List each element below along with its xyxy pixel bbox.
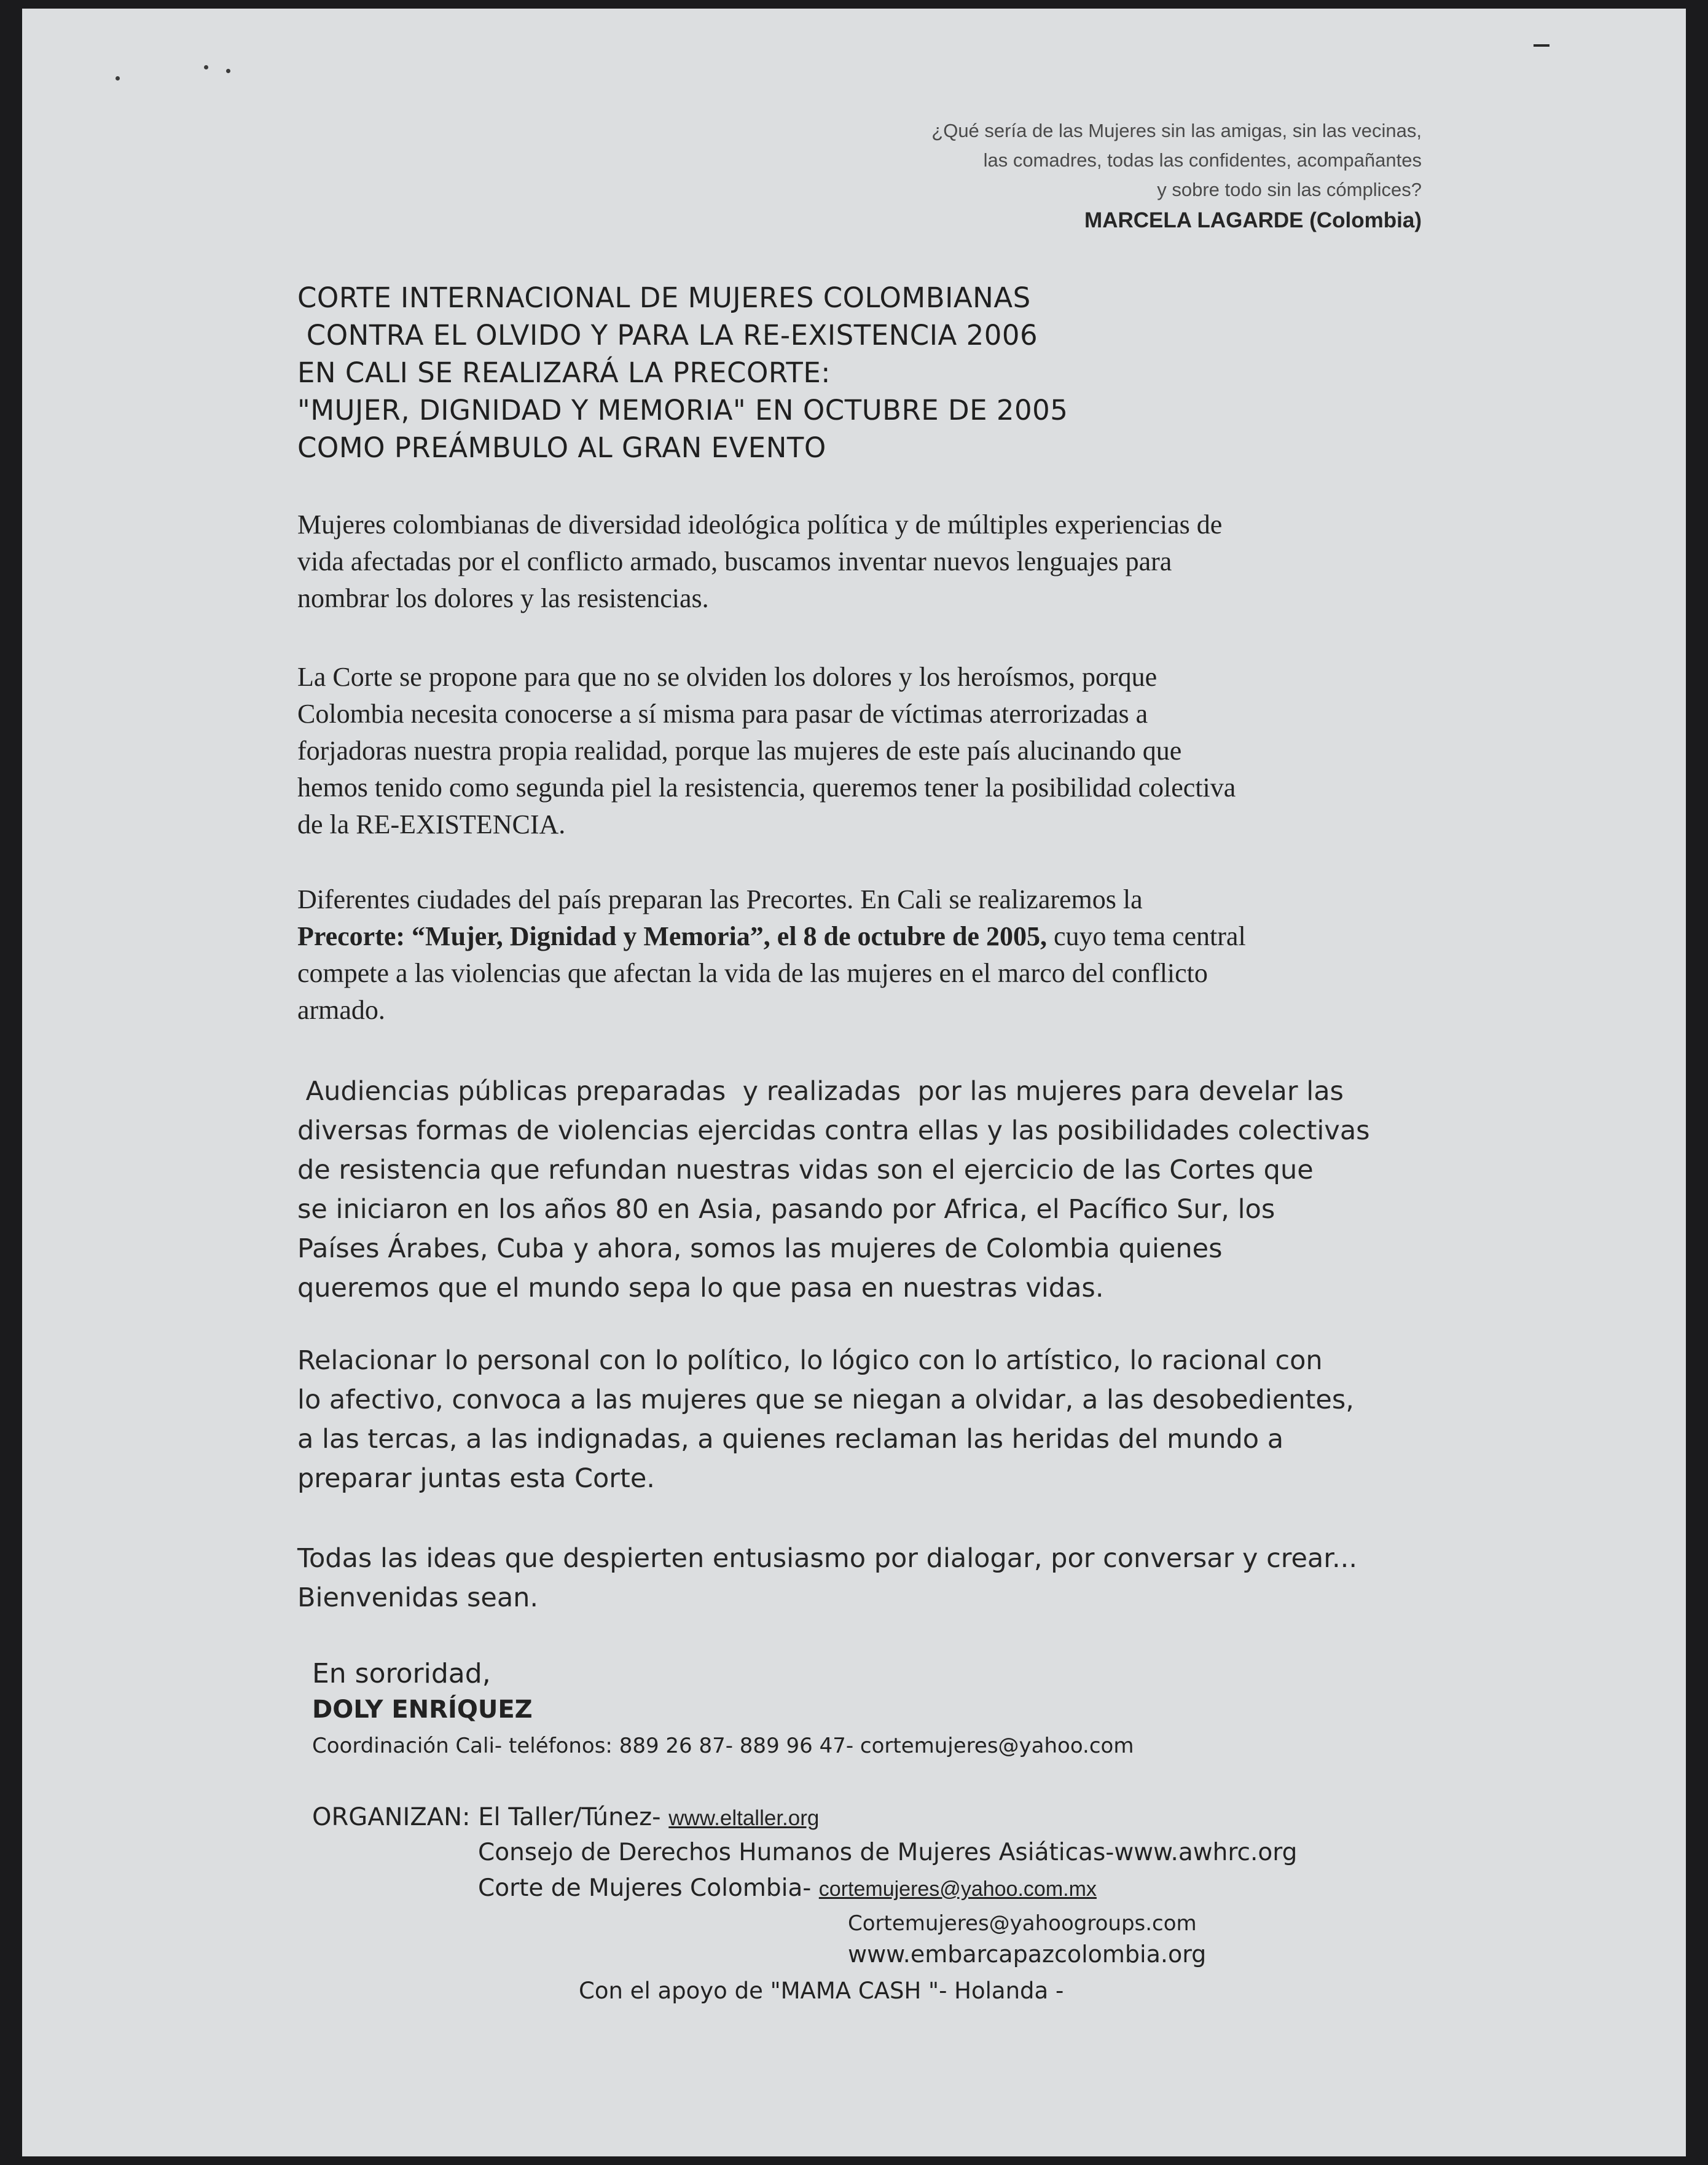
email-link[interactable]: cortemujeres@yahoo.com.mx (818, 1877, 1097, 1901)
paragraph-6 (297, 1539, 1459, 1617)
text-line: vida afectadas por el conflicto armado, buscamos inventar nuevos lenguajes para (297, 546, 1172, 576)
title-line: COMO PREÁMBULO AL GRAN EVENTO (297, 431, 826, 464)
text-line: preparar juntas esta Corte. (297, 1463, 655, 1494)
paragraph-1 (297, 506, 1459, 617)
text-run: cuyo tema central (1046, 921, 1246, 951)
speck (204, 65, 208, 69)
organizers-line (312, 1803, 819, 1831)
epigraph-author: MARCELA LAGARDE (Colombia) (1084, 208, 1422, 232)
signer-name: DOLY ENRÍQUEZ (312, 1695, 533, 1724)
eltaller-link[interactable]: www.eltaller.org (668, 1806, 820, 1830)
text-line (297, 918, 1459, 955)
text-line: lo afectivo, convoca a las mujeres que se niegan a olvidar, a las desobedientes, (297, 1385, 1354, 1415)
paragraph-5 (297, 1341, 1459, 1498)
support-line: Con el apoyo de "MAMA CASH "- Holanda - (579, 1978, 1064, 2004)
paragraph-3 (297, 881, 1459, 1029)
epigraph-line: ¿Qué sería de las Mujeres sin las amigas, sin las vecinas, (931, 120, 1422, 141)
title-line: CORTE INTERNACIONAL DE MUJERES COLOMBIANAS (297, 281, 1031, 314)
text-line: de la RE-EXISTENCIA. (297, 809, 566, 839)
signature-block (312, 1656, 1134, 1765)
text-line: Mujeres colombianas de diversidad ideológica política y de múltiples experiencias de (297, 509, 1223, 540)
organizers-label: ORGANIZAN: El Taller/Túnez- (312, 1803, 661, 1831)
text-line: Audiencias públicas preparadas y realizadas por las mujeres para develar las (297, 1076, 1344, 1107)
text-line: Bienvenidas sean. (297, 1582, 539, 1613)
contact-line: Coordinación Cali- teléfonos: 889 26 87- 889 96 47- cortemujeres@yahoo.com (312, 1734, 1134, 1758)
text-line: diversas formas de violencias ejercidas contra ellas y las posibilidades colectivas (297, 1115, 1370, 1146)
email-link[interactable]: Cortemujeres@yahoogroups.com (848, 1911, 1197, 1936)
text-line: nombrar los dolores y las resistencias. (297, 583, 709, 613)
epigraph-line: las comadres, todas las confidentes, acompañantes (983, 149, 1422, 171)
text-line: Relacionar lo personal con lo político, lo lógico con lo artístico, lo racional con (297, 1345, 1323, 1376)
text-line: compete a las violencias que afectan la vida de las mujeres en el marco del conflicto (297, 958, 1208, 988)
text-line: La Corte se propone para que no se olviden los dolores y los heroísmos, porque (297, 662, 1158, 692)
website-link[interactable]: www.embarcapazcolombia.org (848, 1941, 1207, 1968)
paragraph-2 (297, 659, 1459, 843)
speck (116, 76, 120, 81)
epigraph-line: y sobre todo sin las cómplices? (1157, 179, 1422, 200)
speck (226, 69, 230, 73)
organizer-corte-line (478, 1874, 1097, 1902)
title-line: CONTRA EL OLVIDO Y PARA LA RE-EXISTENCIA 2006 (297, 319, 1038, 352)
text-line: forjadoras nuestra propia realidad, porque las mujeres de este país alucinando que (297, 736, 1182, 766)
text-line: de resistencia que refundan nuestras vidas son el ejercicio de las Cortes que (297, 1155, 1314, 1185)
organizer-consejo: Consejo de Derechos Humanos de Mujeres Asiáticas-www.awhrc.org (478, 1839, 1298, 1866)
text-line: Países Árabes, Cuba y ahora, somos las mujeres de Colombia quienes (297, 1233, 1223, 1264)
bold-event-name: Precorte: “Mujer, Dignidad y Memoria”, el 8 de octubre de 2005, (297, 921, 1047, 951)
epigraph (931, 116, 1422, 237)
text-line: Todas las ideas que despierten entusiasmo por dialogar, por conversar y crear... (297, 1543, 1358, 1574)
document-title (297, 279, 1068, 466)
edge-mark (1534, 44, 1549, 47)
salutation: En sororidad, (312, 1658, 491, 1689)
text-line: a las tercas, a las indignadas, a quienes reclaman las heridas del mundo a (297, 1424, 1284, 1455)
text-line: queremos que el mundo sepa lo que pasa en nuestras vidas. (297, 1273, 1104, 1303)
text-line: armado. (297, 995, 385, 1025)
paragraph-4 (297, 1072, 1459, 1308)
text-line: hemos tenido como segunda piel la resistencia, queremos tener la posibilidad colectiva (297, 772, 1236, 803)
text-line: se iniciaron en los años 80 en Asia, pasando por Africa, el Pacífico Sur, los (297, 1194, 1275, 1225)
title-line: EN CALI SE REALIZARÁ LA PRECORTE: (297, 356, 831, 389)
title-line: "MUJER, DIGNIDAD Y MEMORIA" EN OCTUBRE DE 2005 (297, 394, 1068, 426)
text-line: Colombia necesita conocerse a sí misma para pasar de víctimas aterrorizadas a (297, 699, 1148, 729)
organizer-corte-label: Corte de Mujeres Colombia- (478, 1874, 812, 1902)
text-line: Diferentes ciudades del país preparan las Precortes. En Cali se realizaremos la (297, 884, 1143, 914)
document-page (22, 9, 1686, 2156)
